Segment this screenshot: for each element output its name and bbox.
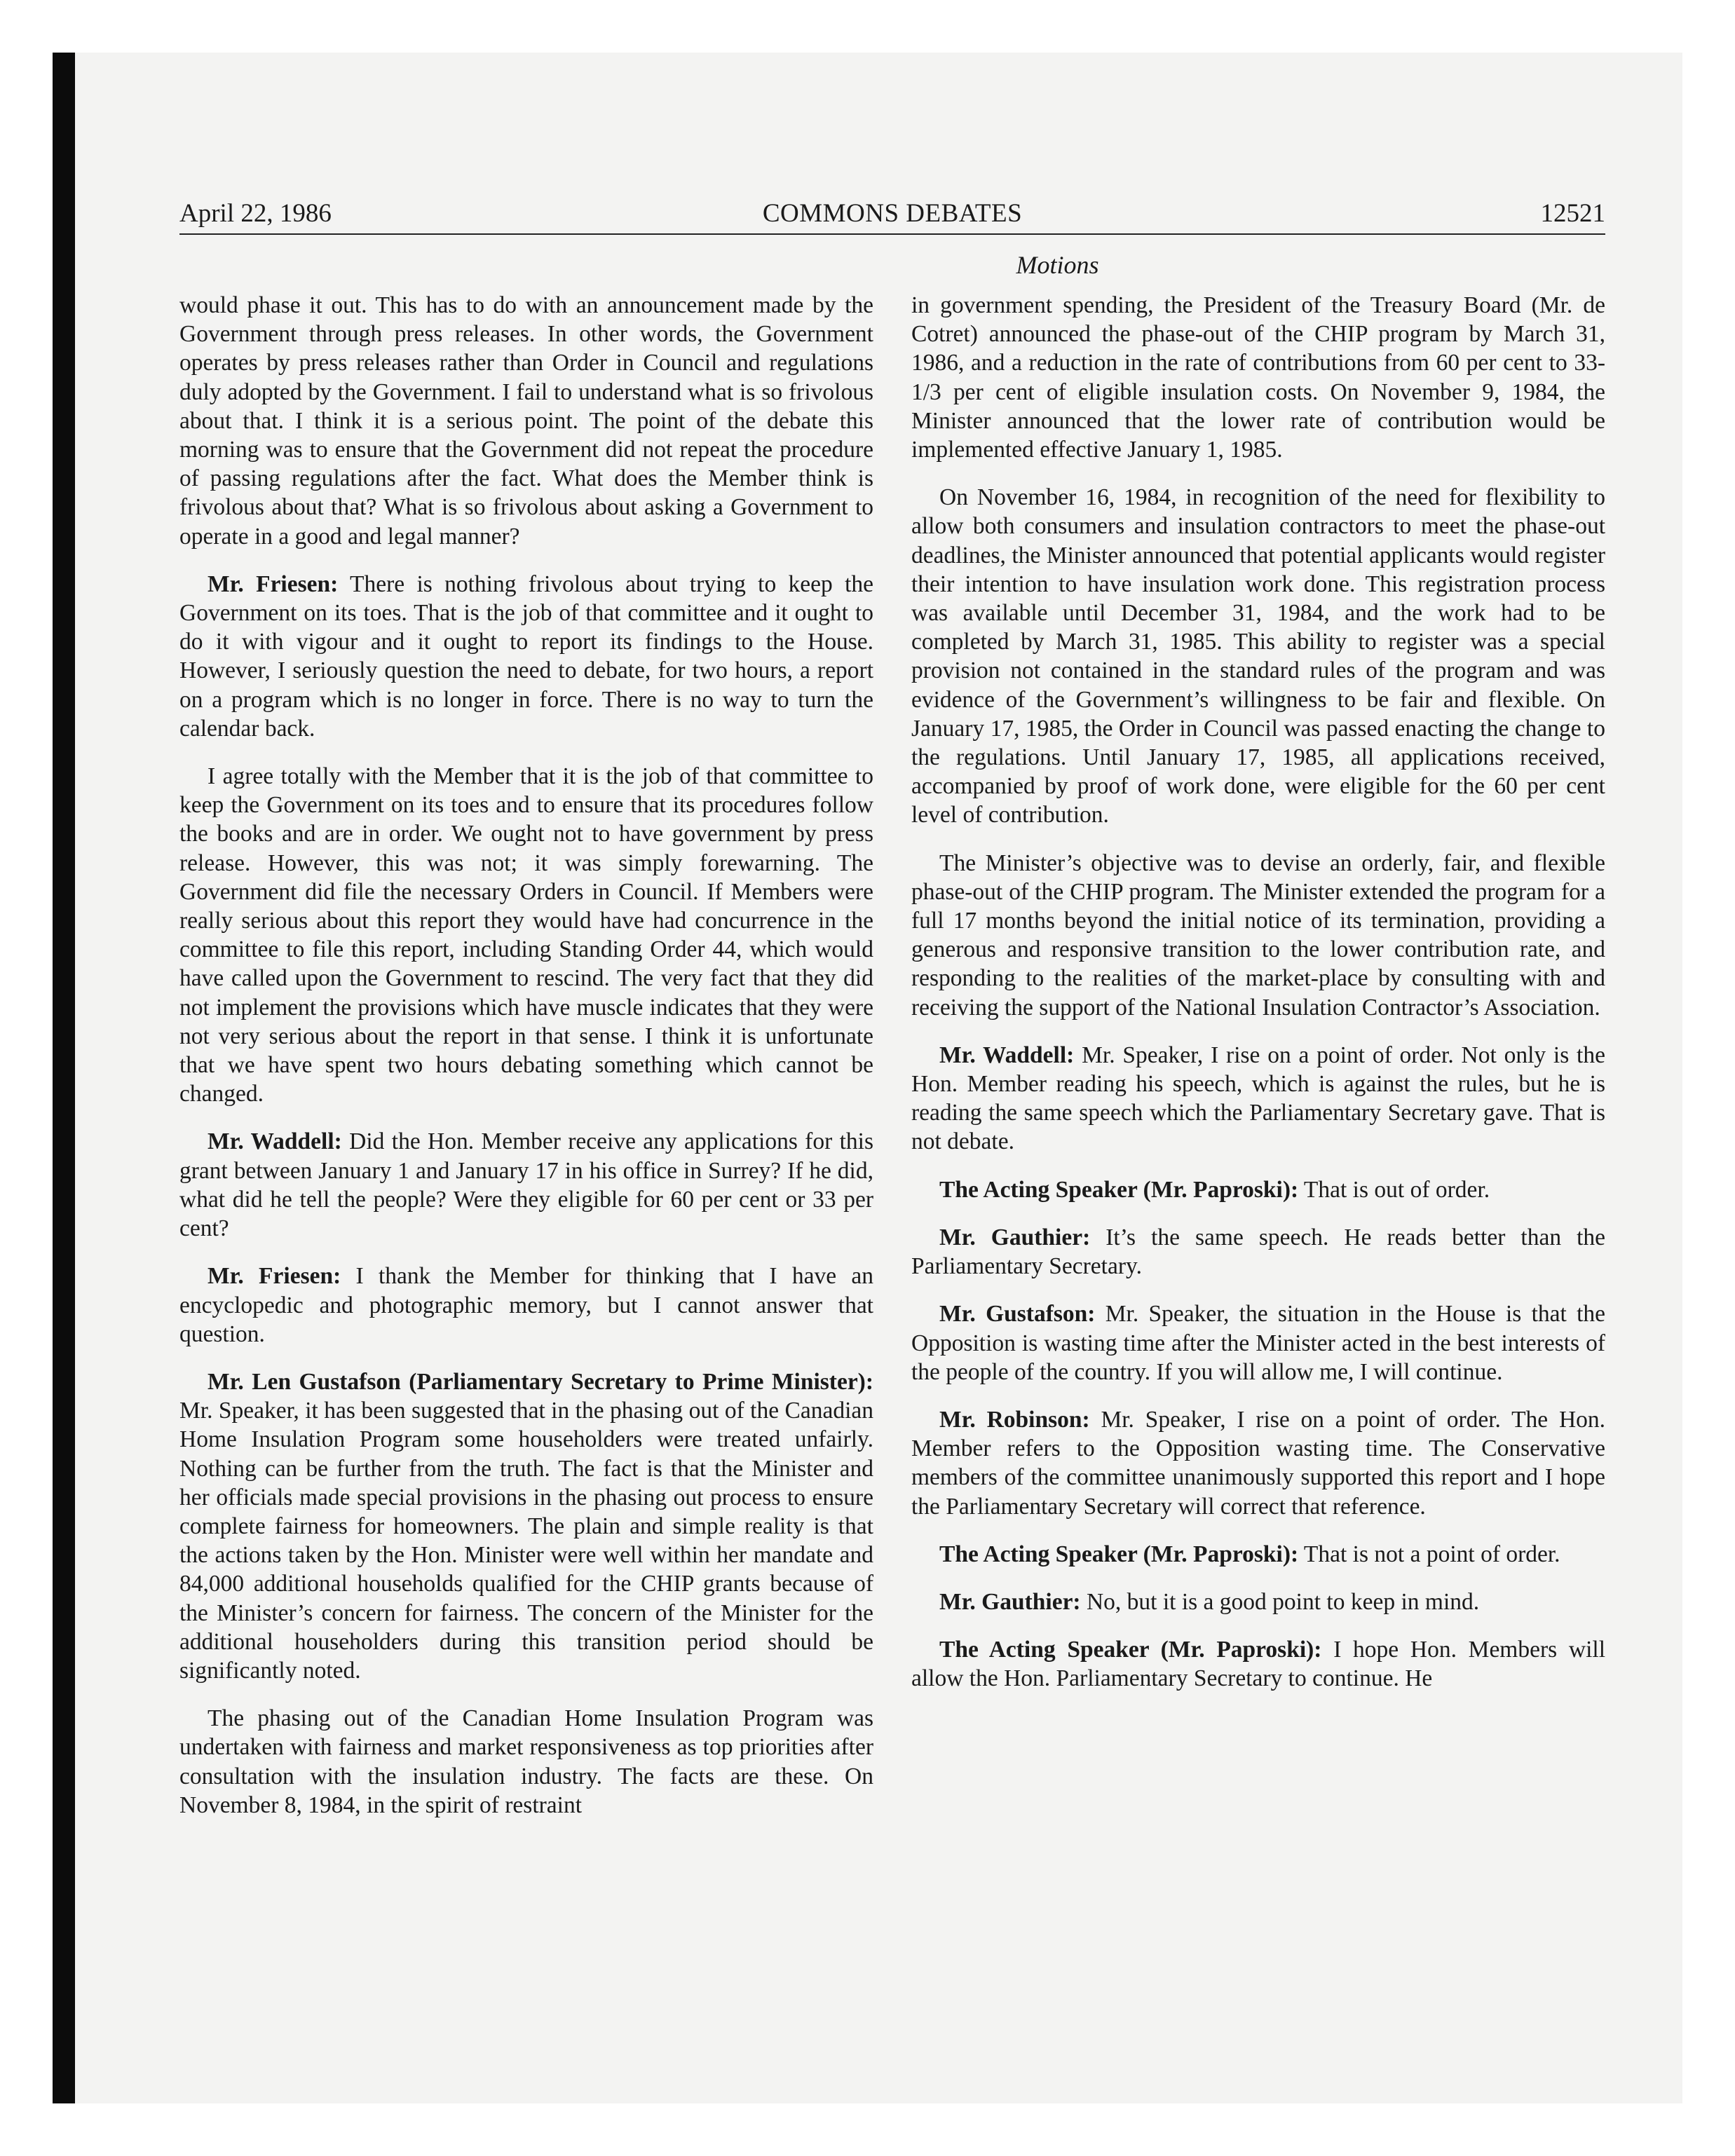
paragraph-text: I agree totally with the Member that it is the job of that committee to keep the Government on its toes and to ensure that its procedures follow the books and are in order. We ought not to have government by press release. However, this was not; it was simply forewarning. The Government did file the necessary Orders in Council. If Members were really serious about this report they would have had concurrence in the committee to file this report, including Standing Order 44, which would have called upon the Government to rescind. The very fact that they did not implement the provisions which have muscle indicates that they were not very serious about the report in that sense. I think it is unfortunate that we have spent two hours debating something which cannot be changed. [179, 763, 873, 1107]
paragraph-text: On November 16, 1984, in recognition of the need for flexibility to allow both consumers and insulation contractors to meet the phase-out deadlines, the Minister announced that potential applicants would register their intention to have insulation work done. This registration process was available until December 31, 1984, and the work had to be completed by March 31, 1985. This ability to register was a special provision not contained in the standard rules of the program and was evidence of the Government’s willingness to be fair and flexible. On January 17, 1985, the Order in Council was passed enacting the change to the regulations. Until January 17, 1985, all applications received, accompanied by proof of work done, were eligible for the 60 per cent level of contribution. [911, 484, 1605, 828]
paragraph [179, 1704, 873, 1820]
speaker-name: The Acting Speaker (Mr. Paproski): [939, 1176, 1299, 1203]
paragraph [911, 1299, 1605, 1386]
speaker-name: Mr. Len Gustafson (Parliamentary Secretary to Prime Minister): [207, 1368, 873, 1395]
header-title: COMMONS DEBATES [762, 199, 1023, 228]
speaker-name: Mr. Friesen: [207, 1263, 341, 1290]
paragraph [179, 1367, 873, 1685]
speaker-name: Mr. Gustafson: [939, 1301, 1096, 1328]
speaker-name: The Acting Speaker (Mr. Paproski): [939, 1541, 1299, 1567]
paragraph [179, 291, 873, 551]
paragraph [911, 1223, 1605, 1281]
paragraph-text: Did the Hon. Member receive any applications for this grant between January 1 and January 17 in his office in Surrey? If he did, what did he tell the people? Were they eligible for 60 per cent or 33 per cent? [179, 1128, 873, 1242]
paragraph-text: in government spending, the President of the Treasury Board (Mr. de Cotret) announced the phase-out of the CHIP program by March 31, 1986, and a reduction in the rate of contributions from 60 per cent to 33-1/3 per cent of eligible insulation costs. On November 9, 1984, the Minister announced that the lower rate of contribution would be implemented effective January 1, 1985. [911, 292, 1605, 463]
paragraph [911, 1041, 1605, 1157]
speaker-name: Mr. Gauthier: [939, 1588, 1081, 1615]
paragraph-text: I thank the Member for thinking that I have an encyclopedic and photographic memory, but I cannot answer that question. [179, 1263, 873, 1347]
speaker-name: Mr. Waddell: [939, 1042, 1075, 1068]
header-rule [179, 233, 1605, 235]
paragraph [179, 1127, 873, 1243]
paragraph-text: That is not a point of order. [1303, 1541, 1560, 1567]
paragraph-text: Mr. Speaker, the situation in the House is that the Opposition is wasting time after the Minister acted in the best interests of the people of the country. If you will allow me, I will continue. [911, 1301, 1605, 1385]
left-column [179, 291, 873, 2001]
speaker-name: Mr. Friesen: [207, 571, 339, 597]
page-header [179, 196, 1605, 231]
paragraph-text: The Minister’s objective was to devise an orderly, fair, and flexible phase-out of the CHIP program. The Minister extended the program for a full 17 months beyond the initial notice of its termination, providing a generous and responsive transition to the lower contribution rate, and responding to the realities of the market-place by consulting with and receiving the support of the National Insulation Contractor’s Association. [911, 850, 1605, 1021]
header-page-number: 12521 [1540, 199, 1605, 228]
paragraph-text: would phase it out. This has to do with an announcement made by the Government through press releases. In other words, the Government operates by press releases rather than Order in Council and regulations duly adopted by the Government. I fail to understand what is so frivolous about that. I think it is a serious point. The point of the debate this morning was to ensure that the Government did not repeat the procedure of passing regulations after the fact. What does the Member think is frivolous about that? What is so frivolous about asking a Government to operate in a good and legal manner? [179, 292, 873, 550]
paragraph-text: No, but it is a good point to keep in mind. [1086, 1588, 1480, 1615]
paragraph-text: That is out of order. [1303, 1176, 1490, 1203]
scan-border [53, 53, 75, 2103]
paragraph-text: Mr. Speaker, I rise on a point of order. Not only is the Hon. Member reading his speech, which is against the rules, but he is reading the same speech which the Parliamentary Secretary gave. That is not debate. [911, 1042, 1605, 1155]
paragraph [911, 1588, 1605, 1616]
paragraph [179, 570, 873, 743]
paragraph [911, 849, 1605, 1022]
speaker-name: Mr. Robinson: [939, 1406, 1090, 1433]
paragraph [911, 1540, 1605, 1569]
paragraph [911, 1175, 1605, 1204]
speaker-name: Mr. Gauthier: [939, 1224, 1091, 1250]
paragraph-text: The phasing out of the Canadian Home Insulation Program was undertaken with fairness and market responsiveness as top priorities after consultation with the insulation industry. The facts are these. On November 8, 1984, in the spirit of restraint [179, 1705, 873, 1818]
speaker-name: The Acting Speaker (Mr. Paproski): [939, 1637, 1322, 1663]
section-title: Motions [1016, 251, 1099, 279]
speaker-name: Mr. Waddell: [207, 1128, 342, 1155]
paragraph-text: Mr. Speaker, it has been suggested that in the phasing out of the Canadian Home Insulation Program some householders were treated unfairly. Nothing can be further from the truth. The fact is that the Minister and her officials made special provisions in the phasing out process to ensure complete fairness for homeowners. The plain and simple reality is that the actions taken by the Hon. Minister were well within her mandate and 84,000 additional households qualified for the CHIP grants because of the Minister’s concern for fairness. The concern of the Minister for the additional householders during this transition period should be significantly noted. [179, 1398, 873, 1684]
paragraph [911, 291, 1605, 464]
paragraph-text: Mr. Speaker, I rise on a point of order. The Hon. Member refers to the Opposition wasting time. The Conservative members of the committee unanimously supported this report and I hope the Parliamentary Secretary will correct that reference. [911, 1406, 1605, 1520]
paragraph-text: It’s the same speech. He reads better than the Parliamentary Secretary. [911, 1224, 1605, 1280]
paragraph [911, 1405, 1605, 1521]
paragraph-text: I hope Hon. Members will allow the Hon. Parliamentary Secretary to continue. He [911, 1637, 1605, 1692]
right-column [911, 291, 1605, 2001]
paragraph-text: There is nothing frivolous about trying to keep the Government on its toes. That is the job of that committee and it ought to do it with vigour and it ought to report its findings to the House. However, I seriously question the need to debate, for two hours, a report on a program which is no longer in force. There is no way to turn the calendar back. [179, 571, 873, 742]
paragraph [911, 483, 1605, 829]
paragraph [179, 762, 873, 1108]
header-date: April 22, 1986 [179, 199, 332, 228]
paragraph [911, 1635, 1605, 1693]
paragraph [179, 1262, 873, 1349]
